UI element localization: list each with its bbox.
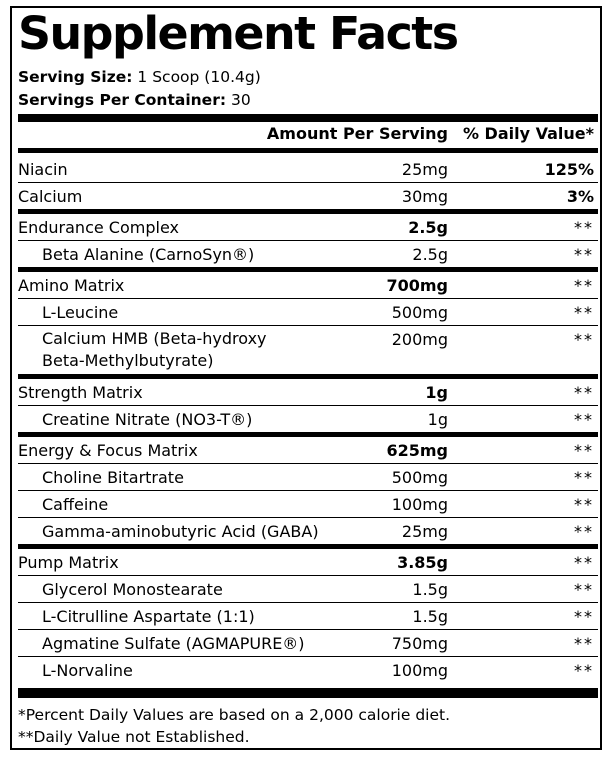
row-name: Creatine Nitrate (NO3-T®) — [42, 410, 253, 429]
row-name: Glycerol Monostearate — [42, 580, 223, 599]
row-amount: 100mg — [391, 495, 448, 514]
row-amount: 1g — [425, 383, 448, 402]
table-row — [18, 299, 598, 326]
nutrient-table — [18, 156, 598, 683]
row-daily-value: 125% — [544, 160, 594, 179]
table-row — [18, 576, 598, 603]
servings-per-container-label: Servings Per Container: — [18, 91, 227, 109]
row-daily-value: ** — [574, 441, 594, 460]
row-name: L-Citrulline Aspartate (1:1) — [42, 607, 255, 626]
table-row — [18, 406, 598, 433]
daily-value-header: % Daily Value* — [462, 124, 594, 143]
row-name: Choline Bitartrate — [42, 468, 184, 487]
row-daily-value: ** — [574, 607, 594, 626]
footnotes — [18, 704, 450, 748]
table-row — [18, 326, 598, 375]
footnote-daily-values: *Percent Daily Values are based on a 2,000 calorie diet. — [18, 706, 451, 724]
row-daily-value: ** — [574, 661, 594, 680]
table-row — [18, 268, 598, 299]
column-header — [18, 120, 598, 148]
row-amount: 750mg — [391, 634, 448, 653]
row-daily-value: ** — [574, 410, 594, 429]
row-name: Gamma-aminobutyric Acid (GABA) — [42, 522, 319, 541]
row-daily-value: ** — [574, 522, 594, 541]
table-row — [18, 375, 598, 406]
row-amount: 1.5g — [412, 580, 448, 599]
row-amount: 25mg — [401, 522, 448, 541]
table-row — [18, 630, 598, 657]
row-amount: 30mg — [401, 187, 448, 206]
row-daily-value: ** — [574, 468, 594, 487]
table-row — [18, 433, 598, 464]
footnote-not-established: **Daily Value not Established. — [18, 728, 250, 746]
table-row — [18, 241, 598, 268]
row-daily-value: ** — [574, 634, 594, 653]
serving-size-value: 1 Scoop (10.4g) — [137, 68, 261, 86]
row-amount: 2.5g — [412, 245, 448, 264]
row-name: Strength Matrix — [18, 383, 143, 402]
row-name: L-Norvaline — [42, 661, 133, 680]
row-name: Caffeine — [42, 495, 109, 514]
row-daily-value: ** — [574, 330, 594, 349]
row-amount: 100mg — [391, 661, 448, 680]
row-name: Beta Alanine (CarnoSyn®) — [42, 245, 255, 264]
row-amount: 700mg — [386, 276, 448, 295]
row-amount: 500mg — [391, 303, 448, 322]
row-name: Amino Matrix — [18, 276, 125, 295]
row-amount: 25mg — [401, 160, 448, 179]
table-row — [18, 518, 598, 545]
row-daily-value: ** — [574, 580, 594, 599]
row-amount: 3.85g — [397, 553, 448, 572]
row-amount: 200mg — [391, 330, 448, 349]
row-daily-value: ** — [574, 383, 594, 402]
medium-divider — [18, 148, 598, 153]
table-row — [18, 156, 598, 183]
row-name: Endurance Complex — [18, 218, 179, 237]
row-amount: 2.5g — [408, 218, 448, 237]
serving-size-label: Serving Size: — [18, 68, 133, 86]
row-amount: 1.5g — [412, 607, 448, 626]
supplement-facts-panel — [10, 6, 602, 750]
table-row — [18, 210, 598, 241]
row-daily-value: ** — [574, 495, 594, 514]
row-name: Calcium — [18, 187, 83, 206]
row-name — [42, 328, 362, 372]
row-name-line1: Calcium HMB (Beta-hydroxy — [42, 329, 267, 348]
row-name: Niacin — [18, 160, 68, 179]
serving-size — [18, 66, 261, 88]
table-row — [18, 183, 598, 210]
row-daily-value: ** — [574, 303, 594, 322]
thick-divider-bottom — [18, 688, 598, 698]
row-daily-value: ** — [574, 276, 594, 295]
servings-per-container-value: 30 — [230, 91, 251, 109]
row-name: L-Leucine — [42, 303, 119, 322]
row-amount: 500mg — [391, 468, 448, 487]
row-name: Agmatine Sulfate (AGMAPURE®) — [42, 634, 305, 653]
row-amount: 1g — [427, 410, 448, 429]
row-daily-value: ** — [574, 553, 594, 572]
panel-title: Supplement Facts — [18, 7, 458, 60]
table-row — [18, 464, 598, 491]
row-name: Pump Matrix — [18, 553, 119, 572]
row-daily-value: ** — [574, 245, 594, 264]
row-daily-value: 3% — [566, 187, 594, 206]
table-row — [18, 545, 598, 576]
table-row — [18, 603, 598, 630]
servings-per-container — [18, 89, 251, 111]
row-name: Energy & Focus Matrix — [18, 441, 198, 460]
row-amount: 625mg — [386, 441, 448, 460]
row-name-line2: Beta-Methylbutyrate) — [42, 351, 214, 370]
row-daily-value: ** — [574, 218, 594, 237]
table-row — [18, 491, 598, 518]
table-row — [18, 657, 598, 683]
amount-header: Amount Per Serving — [266, 124, 448, 143]
